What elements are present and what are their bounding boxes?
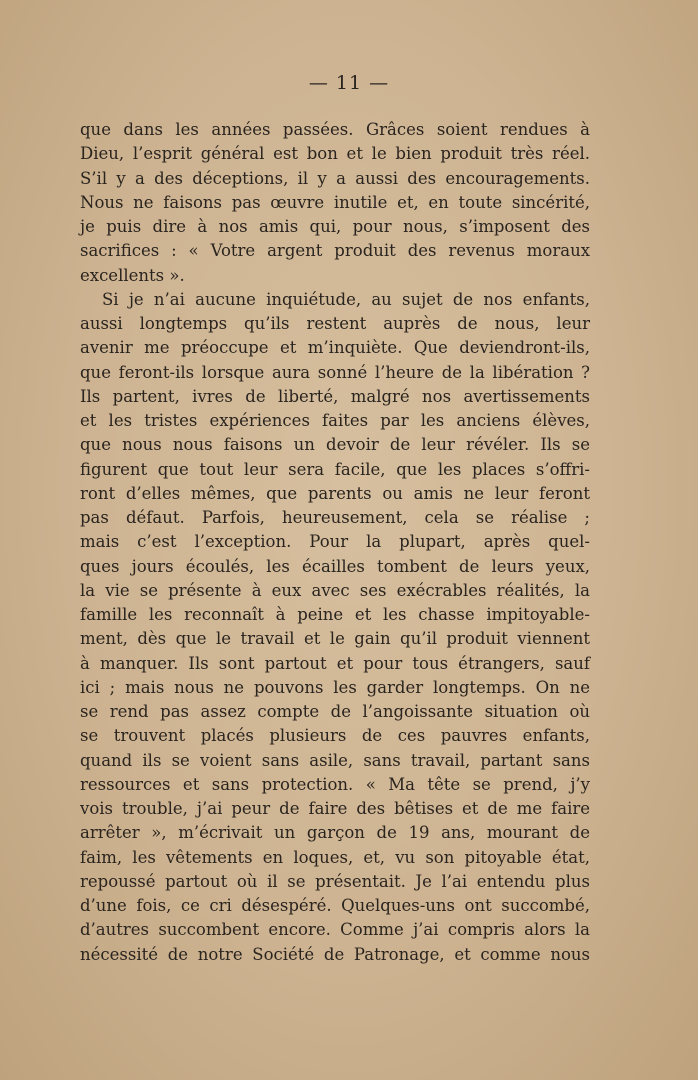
text-line: ques jours écoulés, les écailles tombent de leurs yeux, — [80, 556, 590, 576]
text-line: mais c’est l’exception. Pour la plupart, après quel- — [80, 532, 590, 552]
text-line: arrêter », m’écrivait un garçon de 19 ans, mourant de — [80, 823, 590, 843]
text-line: vois trouble, j’ai peur de faire des bêtises et de me faire — [80, 799, 590, 818]
text-line: ressources et sans protection. « Ma tête se prend, j’y — [80, 774, 590, 794]
text-line: à manquer. Ils sont partout et pour tous étrangers, sauf — [80, 653, 590, 673]
text-line: se trouvent placés plusieurs de ces pauvres enfants, — [80, 726, 590, 746]
text-line: quand ils se voient sans asile, sans travail, partant sans — [80, 750, 590, 770]
text-line: ici ; mais nous ne pouvons les garder longtemps. On ne — [80, 677, 590, 697]
page-number: — 11 — — [308, 72, 390, 94]
text-line: Ils partent, ivres de liberté, malgré nos avertissements — [80, 386, 590, 406]
text-line: pas défaut. Parfois, heureusement, cela se réalise ; — [80, 508, 590, 527]
text-line: faim, les vêtements en loques, et, vu son pitoyable état, — [80, 847, 590, 867]
text-line: repoussé partout où il se présentait. Je l’ai entendu plus — [80, 871, 590, 891]
text-line: sacrifices : « Votre argent produit des revenus moraux — [80, 241, 590, 261]
text-line: ment, dès que le travail et le gain qu’il produit viennent — [80, 629, 590, 649]
text-line: et les tristes expériences faites par les anciens élèves, — [80, 411, 590, 430]
text-line: se rend pas assez compte de l’angoissante situation où — [80, 702, 590, 721]
text-line: d’une fois, ce cri désespéré. Quelques-uns ont succombé, — [80, 896, 590, 915]
text-line: Nous ne faisons pas œuvre inutile et, en toute sincérité, — [80, 192, 590, 212]
text-line: je puis dire à nos amis qui, pour nous, s’imposent des — [80, 217, 590, 236]
text-line: que nous nous faisons un devoir de leur révéler. Ils se — [80, 435, 590, 455]
text-line: Dieu, l’esprit général est bon et le bien produit très réel. — [80, 144, 590, 164]
text-line: famille les reconnaît à peine et les chasse impitoyable- — [80, 605, 590, 624]
text-line: d’autres succombent encore. Comme j’ai compris alors la — [80, 920, 590, 940]
text-line: que feront-ils lorsque aura sonné l’heure de la libération ? — [80, 362, 590, 382]
text-line: figurent que tout leur sera facile, que les places s’offri- — [80, 459, 590, 479]
text-line: nécessité de notre Société de Patronage, et comme nous — [80, 944, 590, 964]
text-line: S’il y a des déceptions, il y a aussi des encouragements. — [80, 168, 590, 188]
text-line: ront d’elles mêmes, que parents ou amis ne leur feront — [80, 483, 590, 503]
text-line: la vie se présente à eux avec ses exécrables réalités, la — [80, 580, 590, 600]
text-line: aussi longtemps qu’ils restent auprès de nous, leur — [80, 314, 590, 333]
text-line: que dans les années passées. Grâces soient rendues à — [80, 120, 590, 139]
text-line: Si je n’ai aucune inquiétude, au sujet de nos enfants, — [102, 289, 590, 309]
text-line: excellents ». — [80, 265, 185, 285]
body-text — [80, 118, 590, 967]
text-line: avenir me préoccupe et m’inquiète. Que deviendront-ils, — [80, 338, 590, 358]
